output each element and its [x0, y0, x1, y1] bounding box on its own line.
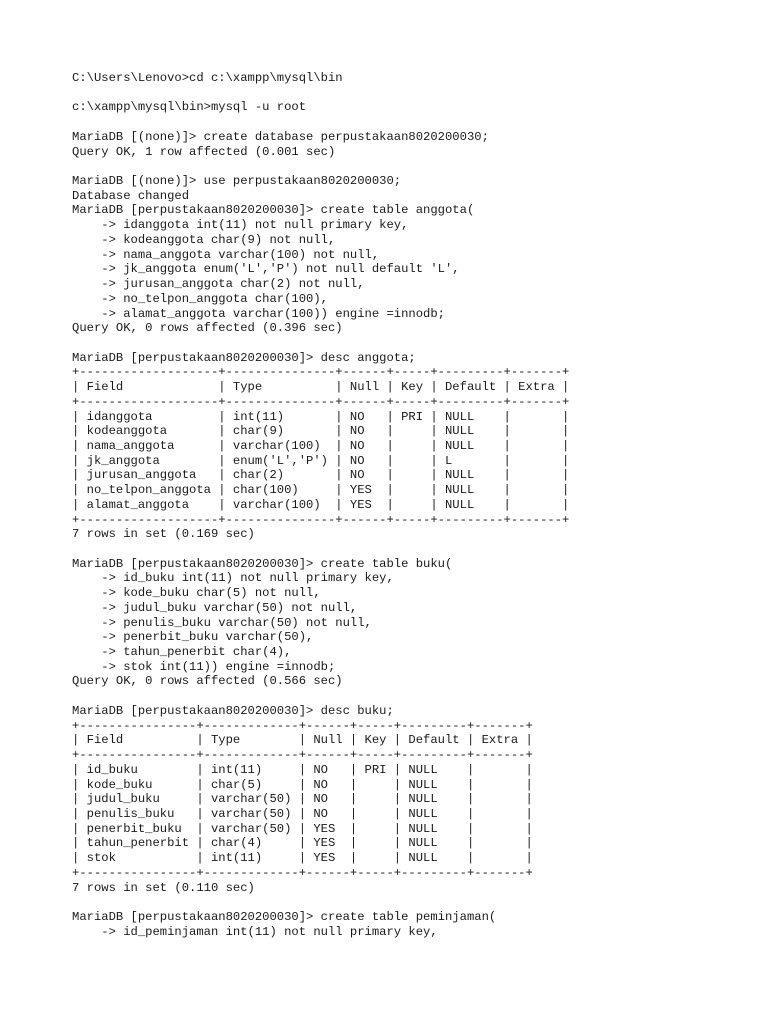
console-line: Query OK, 0 rows affected (0.396 sec)	[72, 321, 343, 336]
blank-line	[72, 86, 762, 101]
console-line: C:\Users\Lenovo>cd c:\xampp\mysql\bin	[72, 71, 343, 85]
console-line: | alamat_anggota | varchar(100) | YES | | NULL | |	[72, 497, 570, 512]
console-line: | stok | int(11) | YES | | NULL | |	[72, 851, 533, 866]
console-line: | Field | Type | Null | Key | Default | Extra |	[72, 733, 533, 748]
console-line: +-------------------+---------------+------+-----+---------+-------+	[72, 365, 570, 380]
console-line: | Field | Type | Null | Key | Default | Extra |	[72, 380, 570, 395]
console-line: | kode_buku | char(5) | NO | | NULL | |	[72, 777, 533, 792]
console-line: | nama_anggota | varchar(100) | NO | | NULL | |	[72, 438, 570, 453]
console-line: -> kodeanggota char(9) not null,	[72, 232, 336, 247]
console-line: Query OK, 0 rows affected (0.566 sec)	[72, 674, 343, 689]
console-line: MariaDB [perpustakaan8020200030]> create table anggota(	[72, 203, 475, 218]
console-line: MariaDB [(none)]> create database perpustakaan8020200030;	[72, 129, 489, 144]
console-line: Database changed	[72, 188, 190, 203]
console-line: | tahun_penerbit | char(4) | YES | | NULL | |	[72, 836, 533, 851]
console-line: -> kode_buku char(5) not null,	[72, 586, 321, 601]
console-line: +----------------+-------------+------+-----+---------+-------+	[72, 865, 533, 880]
console-line: +----------------+-------------+------+-----+---------+-------+	[72, 748, 533, 763]
console-line: -> id_peminjaman int(11) not null primary key,	[72, 924, 438, 939]
console-line: | penulis_buku | varchar(50) | NO | | NULL | |	[72, 806, 533, 821]
console-line: 7 rows in set (0.169 sec)	[72, 527, 255, 542]
console-line: -> penulis_buku varchar(50) not null,	[72, 615, 372, 630]
console-line: -> idanggota int(11) not null primary key,	[72, 218, 409, 233]
blank-line	[72, 689, 762, 704]
console-line: +-------------------+---------------+------+-----+---------+-------+	[72, 394, 570, 409]
console-line: c:\xampp\mysql\bin>mysql -u root	[72, 100, 307, 115]
console-line: -> penerbit_buku varchar(50),	[72, 630, 314, 645]
blank-line	[72, 542, 762, 557]
console-line: -> no_telpon_anggota char(100),	[72, 291, 328, 306]
console-line: -> stok int(11)) engine =innodb;	[72, 659, 336, 674]
console-line: | jurusan_anggota | char(2) | NO | | NULL | |	[72, 468, 570, 483]
console-line: -> id_buku int(11) not null primary key,	[72, 571, 394, 586]
console-line: +-------------------+---------------+------+-----+---------+-------+	[72, 512, 570, 527]
console-line: MariaDB [perpustakaan8020200030]> desc anggota;	[72, 350, 416, 365]
console-line: MariaDB [(none)]> use perpustakaan8020200030;	[72, 174, 402, 189]
console-line: -> nama_anggota varchar(100) not null,	[72, 247, 380, 262]
console-line: | no_telpon_anggota | char(100) | YES | | NULL | |	[72, 483, 570, 498]
console-line: | jk_anggota | enum('L','P') | NO | | L | |	[72, 453, 570, 468]
console-line: -> alamat_anggota varchar(100)) engine =innodb;	[72, 306, 445, 321]
console-line: 7 rows in set (0.110 sec)	[72, 880, 255, 895]
console-line: | id_buku | int(11) | NO | PRI | NULL | |	[72, 762, 533, 777]
console-line: -> tahun_penerbit char(4),	[72, 645, 292, 660]
console-line: MariaDB [perpustakaan8020200030]> create table buku(	[72, 556, 453, 571]
blank-line	[72, 115, 762, 130]
blank-line	[72, 159, 762, 174]
console-line: MariaDB [perpustakaan8020200030]> desc buku;	[72, 703, 394, 718]
console-line: | idanggota | int(11) | NO | PRI | NULL | |	[72, 409, 570, 424]
console-line: Query OK, 1 row affected (0.001 sec)	[72, 144, 336, 159]
console-line: +----------------+-------------+------+-----+---------+-------+	[72, 718, 533, 733]
console-line: | judul_buku | varchar(50) | NO | | NULL | |	[72, 792, 533, 807]
blank-line	[72, 336, 762, 351]
console-line: | penerbit_buku | varchar(50) | YES | | NULL | |	[72, 821, 533, 836]
console-line: MariaDB [perpustakaan8020200030]> create table peminjaman(	[72, 909, 497, 924]
blank-line	[72, 895, 762, 910]
console-line: | kodeanggota | char(9) | NO | | NULL | |	[72, 424, 570, 439]
console-line: -> jk_anggota enum('L','P') not null default 'L',	[72, 262, 460, 277]
console-line: -> judul_buku varchar(50) not null,	[72, 600, 358, 615]
console-line: -> jurusan_anggota char(2) not null,	[72, 277, 365, 292]
console-transcript	[72, 71, 762, 939]
